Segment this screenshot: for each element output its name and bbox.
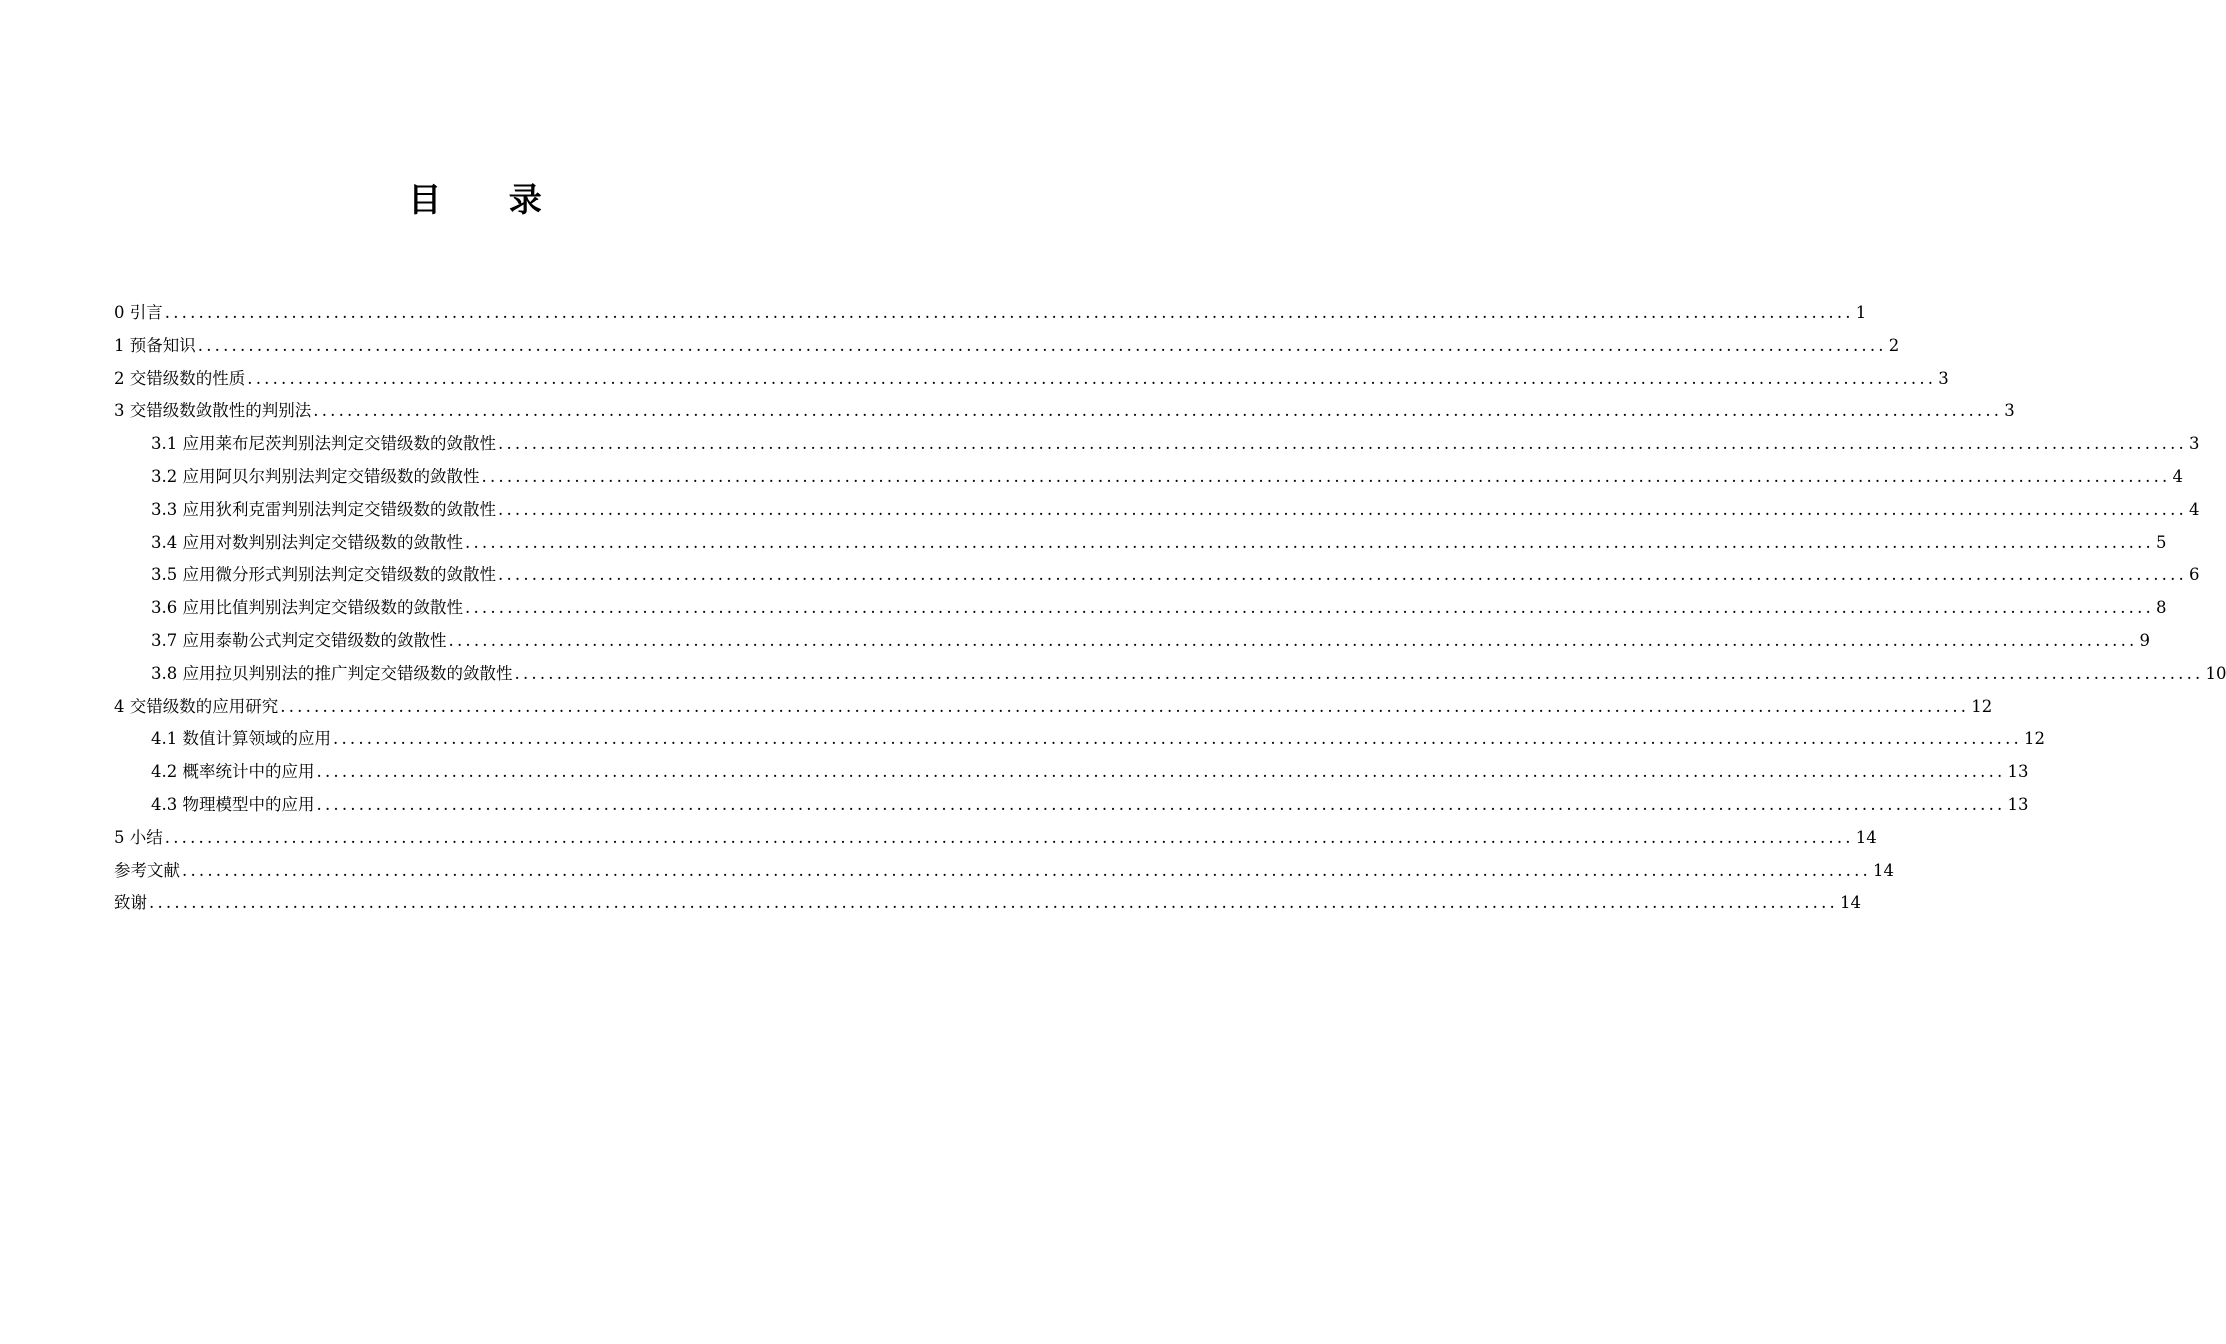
toc-entry-page-number: 12 — [1971, 696, 1993, 716]
toc-dot-leader: ........................................................................................................................................................................................................ — [182, 860, 1871, 880]
toc-entry-label: 3.3 应用狄利克雷判别法判定交错级数的敛散性 — [151, 499, 496, 519]
toc-entry-label: 5 小结 — [114, 827, 163, 847]
toc-dot-leader: ........................................................................................................................................................................................................ — [316, 762, 2006, 782]
toc-entry-label: 3.8 应用拉贝判别法的推广判定交错级数的敛散性 — [151, 663, 513, 683]
toc-entry[interactable] — [114, 461, 2183, 494]
toc-entry-label: 3 交错级数敛散性的判别法 — [114, 401, 312, 421]
toc-entry-label: 3.2 应用阿贝尔判别法判定交错级数的敛散性 — [151, 466, 480, 486]
toc-entry[interactable] — [114, 822, 1877, 855]
toc-entry[interactable] — [114, 855, 1894, 888]
toc-entry[interactable] — [114, 527, 2167, 560]
toc-entry-label: 3.4 应用对数判别法判定交错级数的敛散性 — [151, 532, 463, 552]
toc-dot-leader: ........................................................................................................................................................................................................ — [164, 303, 1854, 322]
toc-dot-leader: ........................................................................................................................................................................................................ — [465, 598, 2154, 618]
toc-list — [114, 297, 2226, 920]
toc-entry-page-number: 4 — [2172, 466, 2183, 486]
toc-entry-label: 3.1 应用莱布尼茨判别法判定交错级数的敛散性 — [151, 434, 496, 454]
toc-entry-label: 2 交错级数的性质 — [114, 368, 246, 388]
toc-entry-page-number: 13 — [2007, 762, 2029, 782]
toc-entry-label: 4.2 概率统计中的应用 — [151, 762, 315, 782]
toc-entry[interactable] — [114, 789, 2029, 822]
toc-dot-leader: ........................................................................................................................................................................................................ — [280, 696, 1970, 716]
toc-entry-label: 3.6 应用比值判别法判定交错级数的敛散性 — [151, 598, 463, 618]
toc-dot-leader: ........................................................................................................................................................................................................ — [313, 401, 2003, 421]
toc-entry-page-number: 14 — [1855, 827, 1877, 847]
toc-entry-page-number: 14 — [1872, 860, 1894, 880]
toc-dot-leader: ........................................................................................................................................................................................................ — [498, 565, 2187, 585]
toc-dot-leader: ........................................................................................................................................................................................................ — [247, 368, 1937, 388]
toc-entry-page-number: 9 — [2139, 630, 2150, 650]
toc-entry[interactable] — [114, 395, 2015, 428]
toc-dot-leader: ........................................................................................................................................................................................................ — [164, 827, 1854, 847]
toc-entry-label: 4 交错级数的应用研究 — [114, 696, 279, 716]
toc-entry-label: 4.3 物理模型中的应用 — [151, 794, 315, 814]
toc-title: 目 录 — [408, 180, 570, 219]
toc-entry[interactable] — [114, 691, 1993, 724]
toc-dot-leader: ........................................................................................................................................................................................................ — [498, 434, 2187, 454]
toc-entry[interactable] — [114, 297, 1867, 330]
toc-entry-label: 参考文献 — [114, 860, 180, 880]
toc-entry[interactable] — [114, 723, 2045, 756]
toc-entry[interactable] — [114, 494, 2200, 527]
toc-entry[interactable] — [114, 756, 2029, 789]
toc-dot-leader: ........................................................................................................................................................................................................ — [481, 466, 2171, 486]
toc-entry-page-number: 4 — [2188, 499, 2200, 519]
toc-dot-leader: ........................................................................................................................................................................................................ — [498, 499, 2187, 519]
toc-entry-page-number: 8 — [2155, 598, 2167, 618]
toc-entry-page-number: 3 — [2004, 401, 2015, 421]
toc-entry-page-number: 14 — [1839, 893, 1861, 913]
toc-entry-page-number: 12 — [2023, 729, 2045, 749]
toc-entry[interactable] — [114, 625, 2150, 658]
toc-dot-leader: ........................................................................................................................................................................................................ — [333, 729, 2022, 749]
toc-entry[interactable] — [114, 428, 2200, 461]
toc-entry[interactable] — [114, 592, 2167, 625]
toc-dot-leader: ........................................................................................................................................................................................................ — [514, 663, 2204, 683]
toc-entry-page-number: 6 — [2188, 565, 2200, 585]
toc-entry[interactable] — [114, 887, 1861, 920]
toc-entry-label: 3.7 应用泰勒公式判定交错级数的敛散性 — [151, 630, 447, 650]
toc-entry-page-number: 5 — [2155, 532, 2167, 552]
toc-entry[interactable] — [114, 330, 1900, 363]
toc-dot-leader: ........................................................................................................................................................................................................ — [197, 335, 1887, 355]
toc-entry-label: 3.5 应用微分形式判别法判定交错级数的敛散性 — [151, 565, 496, 585]
toc-entry[interactable] — [114, 363, 1949, 396]
toc-entry-page-number: 10 — [2205, 663, 2226, 683]
toc-entry-page-number: 1 — [1855, 303, 1867, 322]
toc-entry-label: 1 预备知识 — [114, 335, 196, 355]
toc-dot-leader: ........................................................................................................................................................................................................ — [448, 630, 2138, 650]
toc-entry-label: 0 引言 — [114, 303, 163, 322]
toc-entry-label: 4.1 数值计算领域的应用 — [151, 729, 331, 749]
toc-dot-leader: ........................................................................................................................................................................................................ — [149, 893, 1838, 913]
toc-entry-page-number: 2 — [1888, 335, 1900, 355]
toc-dot-leader: ........................................................................................................................................................................................................ — [316, 794, 2006, 814]
toc-entry-label: 致谢 — [114, 893, 147, 913]
toc-entry-page-number: 13 — [2007, 794, 2029, 814]
toc-dot-leader: ........................................................................................................................................................................................................ — [465, 532, 2154, 552]
toc-entry-page-number: 3 — [1938, 368, 1949, 388]
toc-entry[interactable] — [114, 559, 2200, 592]
toc-entry[interactable] — [114, 658, 2226, 691]
toc-entry-page-number: 3 — [2188, 434, 2200, 454]
